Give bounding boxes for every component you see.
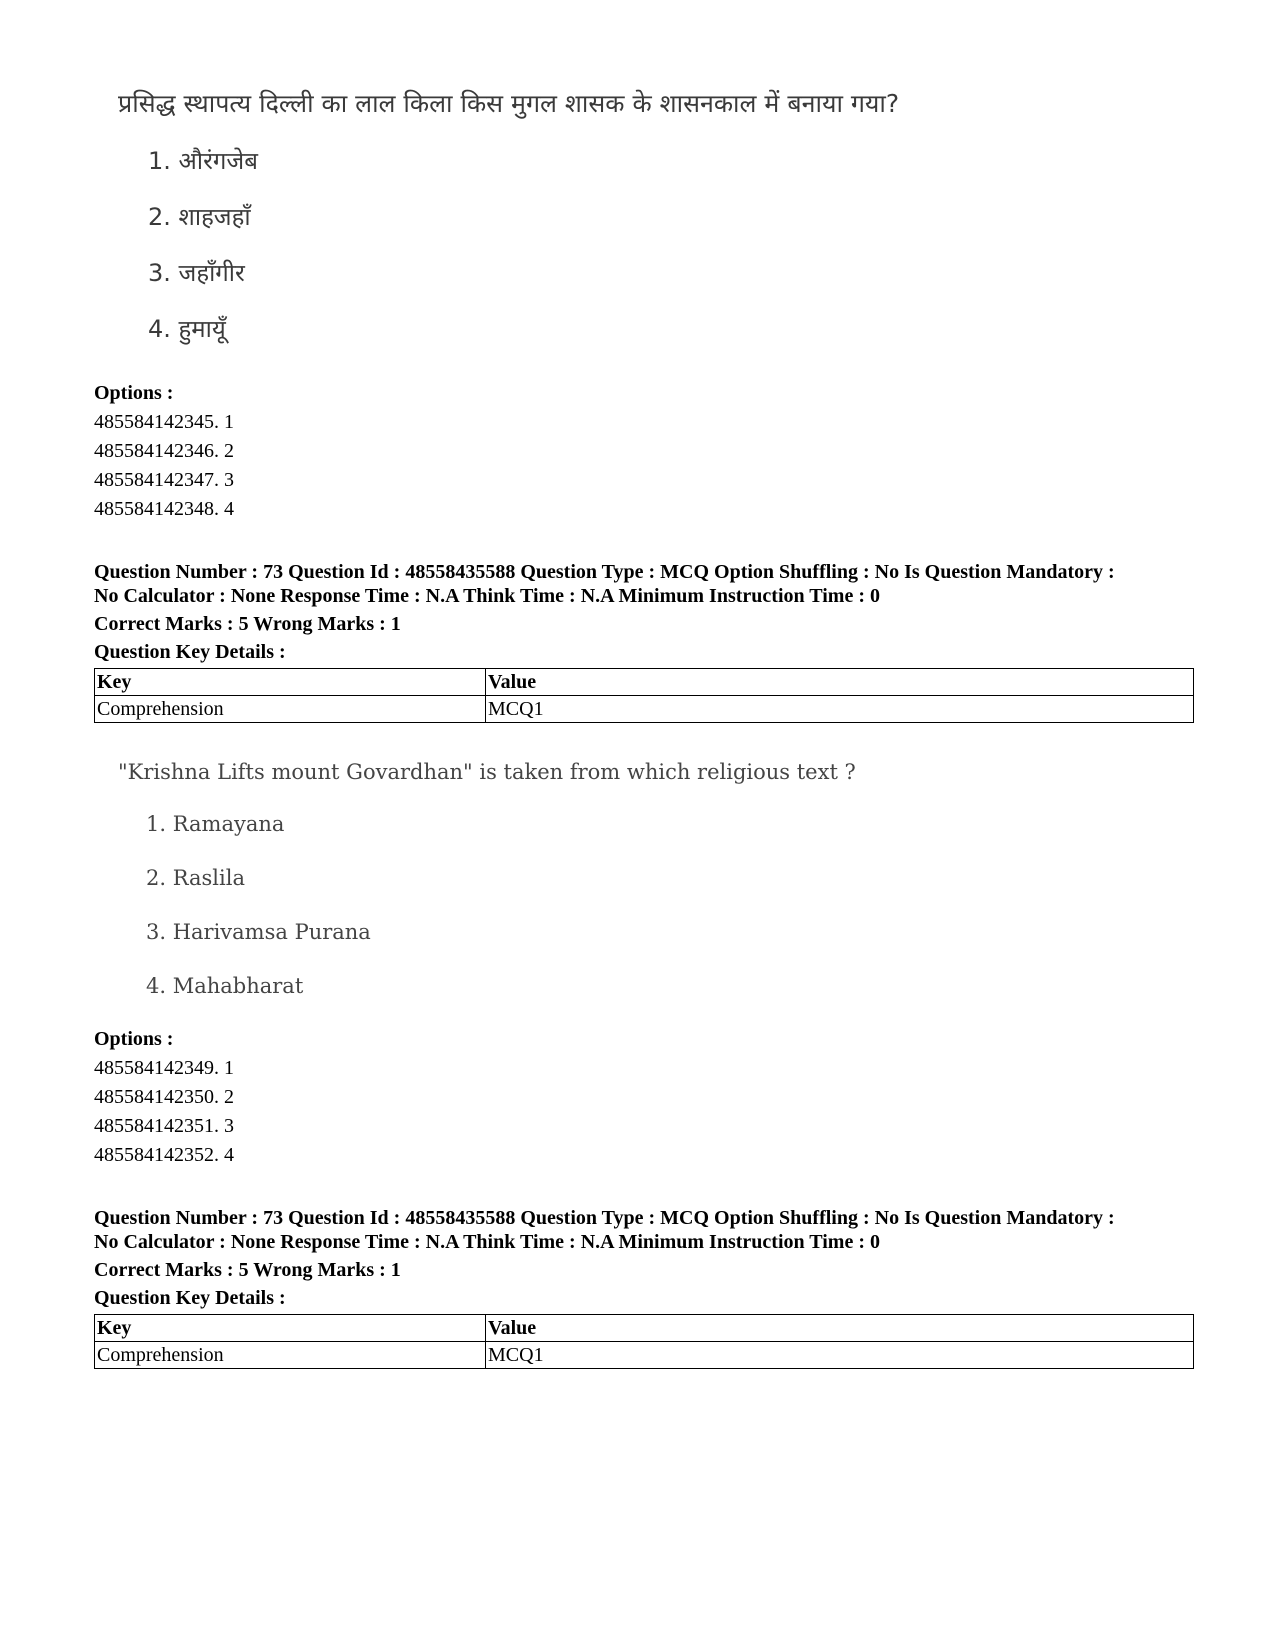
- key-details-heading: Question Key Details :: [94, 1287, 286, 1309]
- question-meta-line1: Question Number : 73 Question Id : 48558435588 Question Type : MCQ Option Shuffling : No Is Question Mandatory :: [94, 1207, 1115, 1229]
- marks-line: Correct Marks : 5 Wrong Marks : 1: [94, 613, 401, 635]
- option-id: 485584142345. 1: [94, 411, 234, 433]
- question-choice: 2. शाहजहाँ: [148, 203, 251, 231]
- key-details-heading: Question Key Details :: [94, 641, 286, 663]
- options-section: [94, 379, 1194, 524]
- table-row: [95, 1342, 1194, 1369]
- key-details-table: [94, 1314, 1194, 1369]
- table-header-key: Key: [95, 669, 486, 696]
- options-heading: Options :: [94, 1028, 174, 1050]
- table-header-value: Value: [486, 1315, 1194, 1342]
- option-id: 485584142348. 4: [94, 498, 234, 520]
- question-choice: 3. Harivamsa Purana: [146, 920, 371, 944]
- option-id: 485584142346. 2: [94, 440, 234, 462]
- question-meta-line1: Question Number : 73 Question Id : 48558435588 Question Type : MCQ Option Shuffling : No Is Question Mandatory :: [94, 561, 1115, 583]
- question-stem: प्रसिद्ध स्थापत्य दिल्ली का लाल किला किस मुगल शासक के शासनकाल में बनाया गया?: [118, 89, 900, 118]
- question-meta-line2: No Calculator : None Response Time : N.A Think Time : N.A Minimum Instruction Time : 0: [94, 1231, 880, 1253]
- option-id: 485584142350. 2: [94, 1086, 234, 1108]
- table-header-key: Key: [95, 1315, 486, 1342]
- options-heading: Options :: [94, 382, 174, 404]
- table-header-row: [95, 1315, 1194, 1342]
- table-header-row: [95, 669, 1194, 696]
- question-meta-line2: No Calculator : None Response Time : N.A Think Time : N.A Minimum Instruction Time : 0: [94, 585, 880, 607]
- question-meta-section: [94, 1206, 1194, 1369]
- question-choice: 2. Raslila: [146, 866, 245, 890]
- question-choice: 1. औरंगजेब: [148, 147, 258, 175]
- key-details-table: [94, 668, 1194, 723]
- option-id: 485584142347. 3: [94, 469, 234, 491]
- question-stem: "Krishna Lifts mount Govardhan" is taken from which religious text ?: [118, 760, 856, 784]
- table-cell-value: MCQ1: [486, 1342, 1194, 1369]
- question-choice: 1. Ramayana: [146, 812, 285, 836]
- option-id: 485584142351. 3: [94, 1115, 234, 1137]
- table-cell-key: Comprehension: [95, 1342, 486, 1369]
- table-cell-value: MCQ1: [486, 696, 1194, 723]
- option-id: 485584142352. 4: [94, 1144, 234, 1166]
- question-choice: 4. Mahabharat: [146, 974, 304, 998]
- table-cell-key: Comprehension: [95, 696, 486, 723]
- table-row: [95, 696, 1194, 723]
- option-id: 485584142349. 1: [94, 1057, 234, 1079]
- question-choice: 4. हुमायूँ: [148, 315, 226, 343]
- question-choice: 3. जहाँगीर: [148, 259, 245, 287]
- question-meta-section: [94, 560, 1194, 723]
- table-header-value: Value: [486, 669, 1194, 696]
- marks-line: Correct Marks : 5 Wrong Marks : 1: [94, 1259, 401, 1281]
- options-section: [94, 1025, 1194, 1170]
